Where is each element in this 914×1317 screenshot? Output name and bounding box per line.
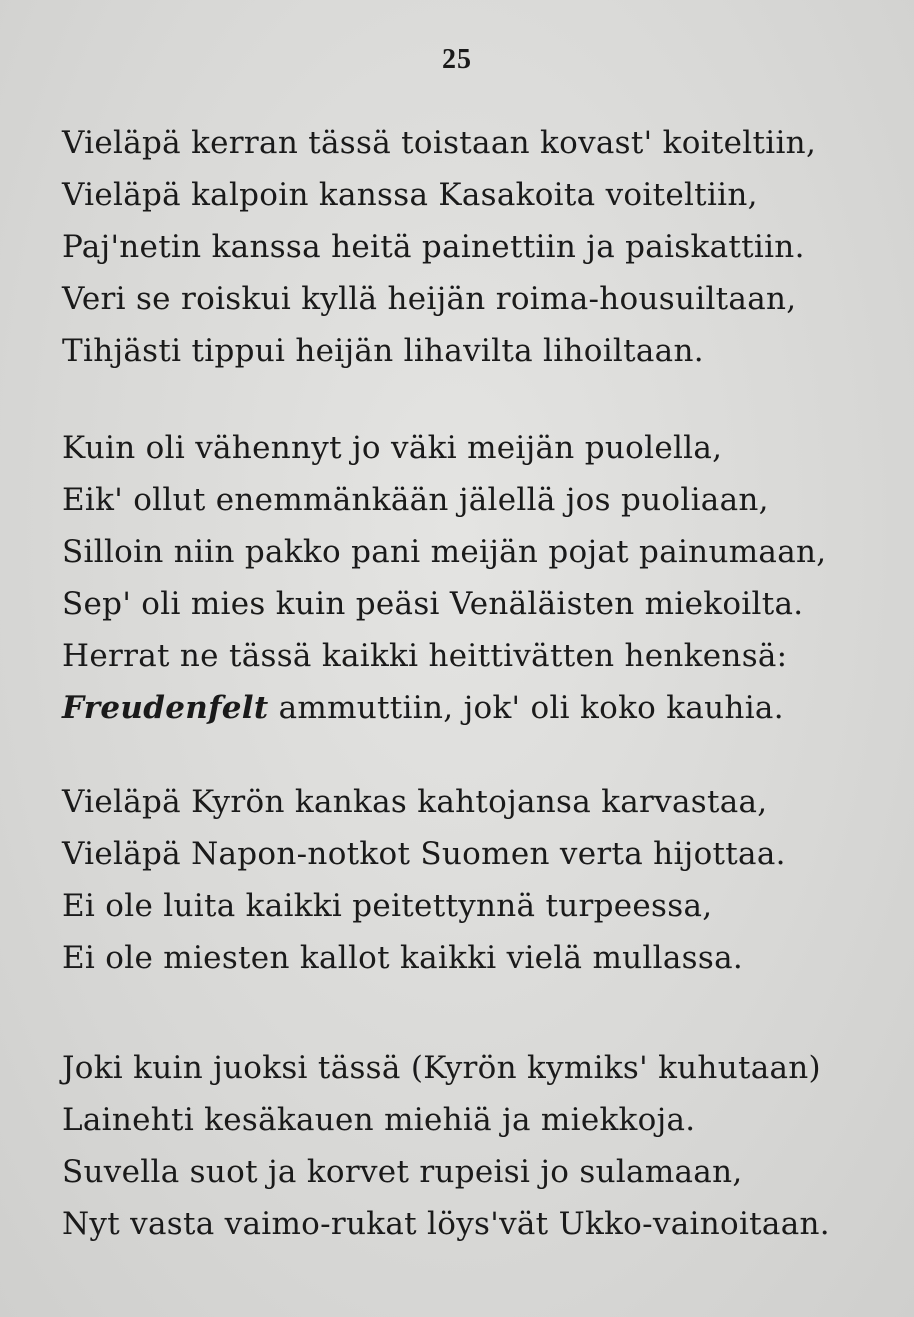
stanza-4 — [62, 1042, 892, 1250]
stanza-1 — [62, 117, 892, 377]
verse-line: Paj'netin kanssa heitä painettiin ja paiskattiin. — [62, 229, 805, 265]
verse-line-rest: ammuttiin, jok' oli koko kauhia. — [268, 690, 784, 726]
page-number: 25 — [442, 44, 472, 75]
verse-line: Herrat ne tässä kaikki heittivätten henkensä: — [62, 638, 788, 674]
verse-line: Tihjästi tippui heijän lihavilta lihoiltaan. — [62, 333, 704, 369]
verse-line: Vieläpä kalpoin kanssa Kasakoita voiteltiin, — [62, 177, 758, 213]
italic-name: Freudenfelt — [62, 690, 269, 726]
verse-line: Joki kuin juoksi tässä (Kyrön kymiks' kuhutaan) — [62, 1050, 821, 1086]
verse-line: Vieläpä kerran tässä toistaan kovast' koiteltiin, — [62, 125, 817, 161]
verse-line-freudenfelt — [62, 682, 892, 734]
stanza-3 — [62, 776, 892, 984]
verse-line: Eik' ollut enemmänkään jälellä jos puoliaan, — [62, 482, 769, 518]
verse-line: Veri se roiskui kyllä heijän roima-housuiltaan, — [62, 281, 797, 317]
verse-line: Nyt vasta vaimo-rukat löys'vät Ukko-vainoitaan. — [62, 1206, 830, 1242]
verse-line: Suvella suot ja korvet rupeisi jo sulamaan, — [62, 1154, 743, 1190]
verse-line: Silloin niin pakko pani meijän pojat painumaan, — [62, 534, 827, 570]
verse-line: Ei ole luita kaikki peitettynnä turpeessa, — [62, 888, 713, 924]
verse-line: Vieläpä Napon-notkot Suomen verta hijottaa. — [62, 836, 786, 872]
verse-line: Vieläpä Kyrön kankas kahtojansa karvastaa, — [62, 784, 768, 820]
verse-line: Sep' oli mies kuin peäsi Venäläisten miekoilta. — [62, 586, 804, 622]
stanza-2 — [62, 422, 892, 734]
verse-line: Lainehti kesäkauen miehiä ja miekkoja. — [62, 1102, 696, 1138]
verse-line: Ei ole miesten kallot kaikki vielä mullassa. — [62, 940, 744, 976]
verse-line: Kuin oli vähennyt jo väki meijän puolella, — [62, 430, 723, 466]
